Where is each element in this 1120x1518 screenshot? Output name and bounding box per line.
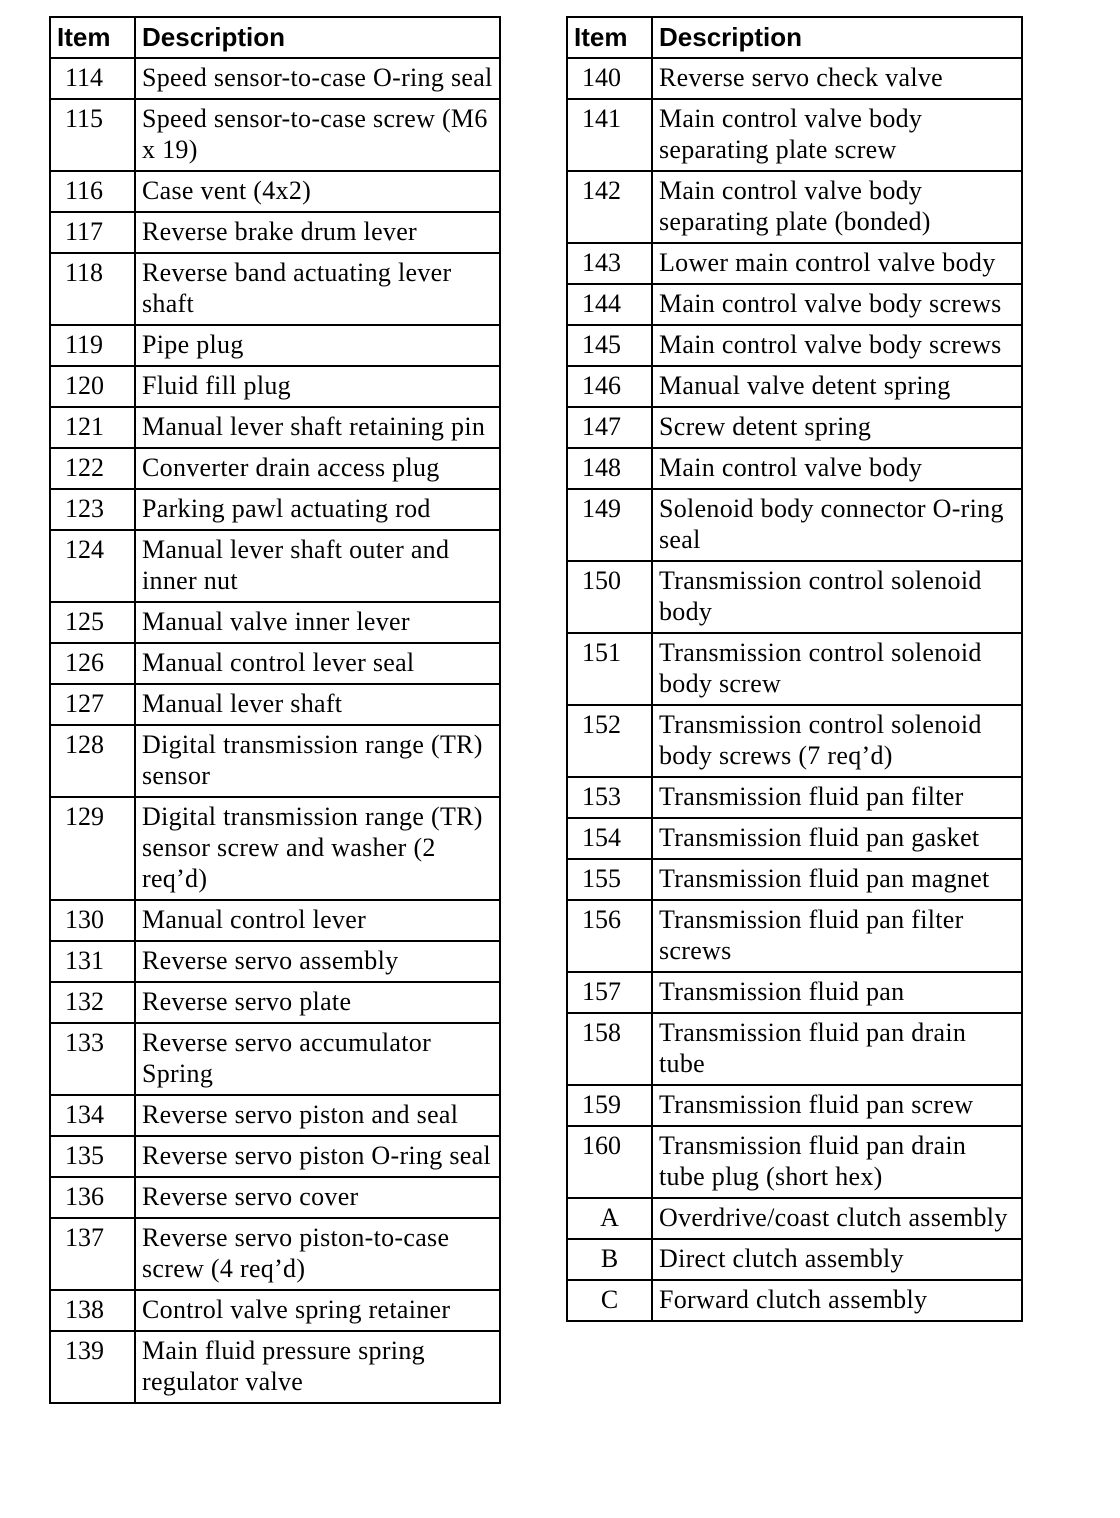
item-number-cell: 149: [567, 489, 652, 561]
item-number-cell: 125: [50, 602, 135, 643]
table-row: [50, 407, 500, 448]
item-number-cell: 118: [50, 253, 135, 325]
item-column-header: Item: [50, 17, 135, 58]
table-row: [50, 941, 500, 982]
table-header-row: [567, 17, 1022, 58]
table-row: [50, 253, 500, 325]
description-cell: Reverse servo accumulator Spring: [135, 1023, 500, 1095]
table-row: [567, 633, 1022, 705]
table-row: [50, 1290, 500, 1331]
item-number-cell: 144: [567, 284, 652, 325]
description-cell: Reverse servo piston and seal: [135, 1095, 500, 1136]
description-column-header: Description: [652, 17, 1022, 58]
table-row: [50, 171, 500, 212]
description-cell: Manual lever shaft retaining pin: [135, 407, 500, 448]
table-row: [50, 982, 500, 1023]
table-row: [567, 705, 1022, 777]
table-row: [50, 1136, 500, 1177]
table-row: [50, 1095, 500, 1136]
table-row: [567, 561, 1022, 633]
description-cell: Manual valve detent spring: [652, 366, 1022, 407]
description-cell: Main control valve body separating plate screw: [652, 99, 1022, 171]
item-number-cell: 148: [567, 448, 652, 489]
table-row: [567, 448, 1022, 489]
item-number-cell: 114: [50, 58, 135, 99]
description-cell: Transmission control solenoid body screws (7 req’d): [652, 705, 1022, 777]
table-row: [50, 212, 500, 253]
item-number-cell: 155: [567, 859, 652, 900]
table-row: [567, 1126, 1022, 1198]
item-number-cell: 124: [50, 530, 135, 602]
description-cell: Transmission fluid pan filter screws: [652, 900, 1022, 972]
table-row: [50, 58, 500, 99]
item-number-cell: 141: [567, 99, 652, 171]
table-row: [50, 448, 500, 489]
description-cell: Screw detent spring: [652, 407, 1022, 448]
description-cell: Manual lever shaft outer and inner nut: [135, 530, 500, 602]
table-row: [567, 243, 1022, 284]
description-cell: Main control valve body screws: [652, 325, 1022, 366]
description-cell: Case vent (4x2): [135, 171, 500, 212]
description-cell: Main control valve body separating plate (bonded): [652, 171, 1022, 243]
description-cell: Reverse servo piston-to-case screw (4 req’d): [135, 1218, 500, 1290]
table-row: [50, 797, 500, 900]
item-number-cell: 151: [567, 633, 652, 705]
description-column-header: Description: [135, 17, 500, 58]
table-row: [50, 489, 500, 530]
table-row: [567, 366, 1022, 407]
description-cell: Forward clutch assembly: [652, 1280, 1022, 1321]
table-row: [567, 171, 1022, 243]
item-number-cell: 136: [50, 1177, 135, 1218]
table-row: [50, 366, 500, 407]
table-row: [567, 58, 1022, 99]
description-cell: Pipe plug: [135, 325, 500, 366]
item-number-cell: 154: [567, 818, 652, 859]
item-number-cell: 131: [50, 941, 135, 982]
table-row: [567, 1085, 1022, 1126]
description-cell: Digital transmission range (TR) sensor: [135, 725, 500, 797]
table-row: [567, 1013, 1022, 1085]
item-number-cell: 115: [50, 99, 135, 171]
table-row: [567, 407, 1022, 448]
item-number-cell: 126: [50, 643, 135, 684]
description-cell: Reverse brake drum lever: [135, 212, 500, 253]
description-cell: Main control valve body screws: [652, 284, 1022, 325]
description-cell: Transmission control solenoid body screw: [652, 633, 1022, 705]
table-row: [567, 777, 1022, 818]
table-row: [50, 530, 500, 602]
table-row: [567, 325, 1022, 366]
table-body: [50, 58, 500, 1403]
item-number-cell: 146: [567, 366, 652, 407]
table-row: [50, 684, 500, 725]
description-cell: Reverse servo piston O-ring seal: [135, 1136, 500, 1177]
table-row: [50, 1023, 500, 1095]
parts-table-left: [49, 16, 501, 1404]
table-row: [567, 859, 1022, 900]
table-row: [50, 643, 500, 684]
description-cell: Speed sensor-to-case O-ring seal: [135, 58, 500, 99]
description-cell: Transmission fluid pan magnet: [652, 859, 1022, 900]
table-row: [567, 900, 1022, 972]
description-cell: Manual control lever seal: [135, 643, 500, 684]
description-cell: Manual control lever: [135, 900, 500, 941]
item-number-cell: 135: [50, 1136, 135, 1177]
table-row: [567, 1280, 1022, 1321]
table-row: [50, 99, 500, 171]
description-cell: Transmission fluid pan filter: [652, 777, 1022, 818]
item-number-cell: 158: [567, 1013, 652, 1085]
item-number-cell: 139: [50, 1331, 135, 1403]
item-number-cell: 157: [567, 972, 652, 1013]
item-number-cell: 140: [567, 58, 652, 99]
item-number-cell: 120: [50, 366, 135, 407]
description-cell: Reverse servo plate: [135, 982, 500, 1023]
description-cell: Digital transmission range (TR) sensor screw and washer (2 req’d): [135, 797, 500, 900]
table-row: [567, 99, 1022, 171]
table-row: [567, 489, 1022, 561]
description-cell: Transmission fluid pan: [652, 972, 1022, 1013]
table-row: [50, 602, 500, 643]
item-column-header: Item: [567, 17, 652, 58]
item-number-cell: 153: [567, 777, 652, 818]
item-number-cell: 132: [50, 982, 135, 1023]
item-number-cell: 134: [50, 1095, 135, 1136]
description-cell: Speed sensor-to-case screw (M6 x 19): [135, 99, 500, 171]
description-cell: Control valve spring retainer: [135, 1290, 500, 1331]
table-row: [50, 900, 500, 941]
item-number-cell: 122: [50, 448, 135, 489]
item-number-cell: 129: [50, 797, 135, 900]
description-cell: Main fluid pressure spring regulator valve: [135, 1331, 500, 1403]
item-number-cell: 128: [50, 725, 135, 797]
description-cell: Direct clutch assembly: [652, 1239, 1022, 1280]
description-cell: Reverse band actuating lever shaft: [135, 253, 500, 325]
table-row: [567, 284, 1022, 325]
item-number-cell: 137: [50, 1218, 135, 1290]
description-cell: Reverse servo cover: [135, 1177, 500, 1218]
table-row: [567, 1239, 1022, 1280]
item-number-cell: 133: [50, 1023, 135, 1095]
table-row: [50, 325, 500, 366]
item-number-cell: 150: [567, 561, 652, 633]
item-number-cell: 145: [567, 325, 652, 366]
description-cell: Transmission fluid pan drain tube plug (short hex): [652, 1126, 1022, 1198]
item-number-cell: 160: [567, 1126, 652, 1198]
item-number-cell: B: [567, 1239, 652, 1280]
description-cell: Transmission control solenoid body: [652, 561, 1022, 633]
item-number-cell: 142: [567, 171, 652, 243]
description-cell: Reverse servo assembly: [135, 941, 500, 982]
description-cell: Lower main control valve body: [652, 243, 1022, 284]
description-cell: Manual valve inner lever: [135, 602, 500, 643]
item-number-cell: 143: [567, 243, 652, 284]
table-row: [567, 1198, 1022, 1239]
parts-table-right: [566, 16, 1023, 1322]
description-cell: Overdrive/coast clutch assembly: [652, 1198, 1022, 1239]
description-cell: Solenoid body connector O-ring seal: [652, 489, 1022, 561]
description-cell: Transmission fluid pan drain tube: [652, 1013, 1022, 1085]
description-cell: Transmission fluid pan gasket: [652, 818, 1022, 859]
item-number-cell: A: [567, 1198, 652, 1239]
description-cell: Parking pawl actuating rod: [135, 489, 500, 530]
item-number-cell: 123: [50, 489, 135, 530]
table-body: [567, 58, 1022, 1321]
item-number-cell: 156: [567, 900, 652, 972]
item-number-cell: C: [567, 1280, 652, 1321]
table-header-row: [50, 17, 500, 58]
description-cell: Manual lever shaft: [135, 684, 500, 725]
item-number-cell: 130: [50, 900, 135, 941]
table-row: [50, 1331, 500, 1403]
item-number-cell: 117: [50, 212, 135, 253]
table-row: [50, 725, 500, 797]
item-number-cell: 119: [50, 325, 135, 366]
item-number-cell: 152: [567, 705, 652, 777]
item-number-cell: 116: [50, 171, 135, 212]
table-row: [50, 1177, 500, 1218]
item-number-cell: 138: [50, 1290, 135, 1331]
item-number-cell: 147: [567, 407, 652, 448]
description-cell: Converter drain access plug: [135, 448, 500, 489]
item-number-cell: 159: [567, 1085, 652, 1126]
table-row: [50, 1218, 500, 1290]
description-cell: Reverse servo check valve: [652, 58, 1022, 99]
description-cell: Fluid fill plug: [135, 366, 500, 407]
description-cell: Main control valve body: [652, 448, 1022, 489]
table-row: [567, 818, 1022, 859]
item-number-cell: 121: [50, 407, 135, 448]
item-number-cell: 127: [50, 684, 135, 725]
description-cell: Transmission fluid pan screw: [652, 1085, 1022, 1126]
table-row: [567, 972, 1022, 1013]
